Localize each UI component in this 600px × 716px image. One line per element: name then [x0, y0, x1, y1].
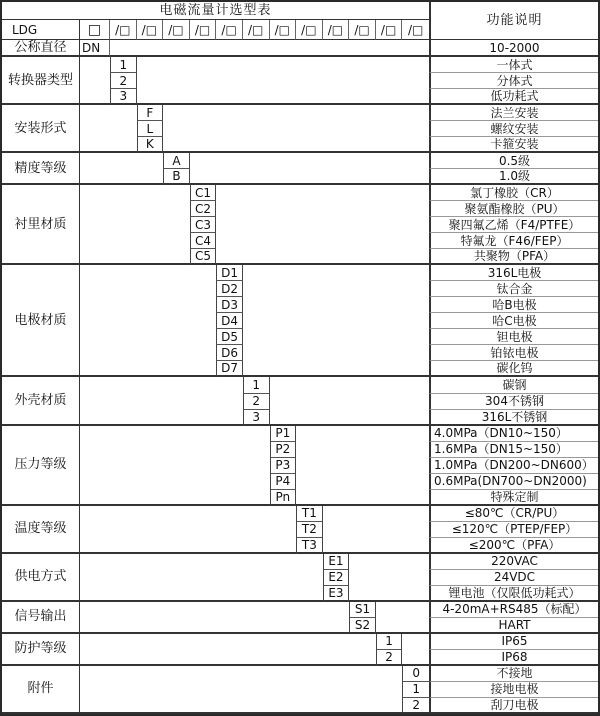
model-code-slot: /□	[190, 20, 217, 40]
category-label-5: 外壳材质	[2, 377, 80, 425]
spacer-cell	[137, 57, 429, 105]
option-description: IP68	[429, 650, 598, 666]
category-label-10: 防护等级	[2, 634, 80, 666]
option-code: D1	[216, 265, 243, 281]
diameter-description: 10-2000	[429, 40, 598, 57]
spacer-cell	[80, 666, 402, 714]
option-description: 24VDC	[429, 570, 598, 586]
option-code: S1	[349, 602, 376, 618]
category-label-3: 衬里材质	[2, 185, 80, 265]
option-code: C1	[190, 185, 217, 201]
option-description: 1.0级	[429, 169, 598, 185]
model-code-slot: /□	[163, 20, 190, 40]
option-description: 特殊定制	[429, 490, 598, 506]
option-description: 锂电池（仅限低功耗式）	[429, 586, 598, 602]
model-code-slot: /□	[402, 20, 429, 40]
option-description: 碳化钨	[429, 361, 598, 377]
option-code: 2	[110, 73, 137, 89]
option-code: D4	[216, 313, 243, 329]
model-prefix: LDG	[2, 20, 80, 40]
spacer-cell	[376, 602, 429, 634]
spacer-cell	[296, 426, 429, 506]
option-code: D7	[216, 361, 243, 377]
option-code: E2	[323, 570, 350, 586]
option-code: 1	[243, 377, 270, 393]
model-code-first-box: □	[80, 20, 110, 40]
option-description: 1.0MPa（DN200~DN600）	[429, 458, 598, 474]
option-description: 哈C电极	[429, 313, 598, 329]
category-label-4: 电极材质	[2, 265, 80, 377]
option-code: P1	[270, 426, 297, 442]
spacer-cell	[270, 377, 430, 425]
option-code: D2	[216, 281, 243, 297]
option-description: 碳钢	[429, 377, 598, 393]
spacer-cell	[80, 185, 190, 265]
option-code: 1	[110, 57, 137, 73]
category-label-2: 精度等级	[2, 153, 80, 185]
spacer-cell	[80, 602, 349, 634]
option-description: 哈B电极	[429, 297, 598, 313]
option-description: 304不锈钢	[429, 394, 598, 410]
option-code: P3	[270, 458, 297, 474]
option-code: F	[137, 105, 164, 121]
option-description: 刮刀电极	[429, 698, 598, 714]
option-code: 1	[376, 634, 403, 650]
diameter-label: 公称直径	[2, 40, 80, 57]
option-description: 220VAC	[429, 554, 598, 570]
option-code: E1	[323, 554, 350, 570]
option-code: K	[137, 137, 164, 153]
option-description: 不接地	[429, 666, 598, 682]
category-label-11: 附件	[2, 666, 80, 714]
option-description: 铂铱电极	[429, 345, 598, 361]
category-label-6: 压力等级	[2, 426, 80, 506]
option-description: 钛合金	[429, 281, 598, 297]
model-code-slot: /□	[270, 20, 297, 40]
option-description: 特氟龙（F46/FEP）	[429, 233, 598, 249]
option-description: ≤120℃（PTEP/FEP）	[429, 522, 598, 538]
option-description: 卡箍安装	[429, 137, 598, 153]
spacer-cell	[80, 265, 216, 377]
option-description: 316L电极	[429, 265, 598, 281]
model-code-slot: /□	[216, 20, 243, 40]
category-label-0: 转换器类型	[2, 57, 80, 105]
option-code: T2	[296, 522, 323, 538]
option-code: 1	[402, 682, 429, 698]
spacer-cell	[80, 426, 270, 506]
option-description: 4-20mA+RS485（标配）	[429, 602, 598, 618]
option-description: 分体式	[429, 73, 598, 89]
category-label-7: 温度等级	[2, 506, 80, 554]
option-description: 钽电极	[429, 329, 598, 345]
spacer-cell	[80, 377, 243, 425]
table-title: 电磁流量计选型表	[2, 2, 429, 20]
spacer-cell	[80, 57, 110, 105]
model-code-slot: /□	[137, 20, 164, 40]
option-description: HART	[429, 618, 598, 634]
option-description: 4.0MPa（DN10~150）	[429, 426, 598, 442]
model-code-slot: /□	[349, 20, 376, 40]
option-code: C2	[190, 201, 217, 217]
option-code: D5	[216, 329, 243, 345]
model-code-slot: /□	[243, 20, 270, 40]
option-code: B	[163, 169, 190, 185]
option-code: Pn	[270, 490, 297, 506]
spacer-cell	[323, 506, 429, 554]
spacer-cell	[402, 634, 429, 666]
diameter-code: DN	[80, 40, 110, 57]
model-code-slot: /□	[323, 20, 350, 40]
option-description: ≤80℃（CR/PU）	[429, 506, 598, 522]
option-code: T1	[296, 506, 323, 522]
spacer-cell	[216, 185, 429, 265]
option-code: E3	[323, 586, 350, 602]
option-code: C5	[190, 249, 217, 265]
option-code: P4	[270, 474, 297, 490]
spacer-cell	[80, 506, 296, 554]
spacer-cell	[163, 105, 429, 153]
model-code-slot: /□	[296, 20, 323, 40]
option-code: T3	[296, 538, 323, 554]
option-description: 接地电极	[429, 682, 598, 698]
option-code: D6	[216, 345, 243, 361]
option-code: 2	[243, 394, 270, 410]
option-description: 氯丁橡胶（CR）	[429, 185, 598, 201]
option-code: A	[163, 153, 190, 169]
option-description: 一体式	[429, 57, 598, 73]
option-description: 共聚物（PFA）	[429, 249, 598, 265]
model-code-slot: /□	[376, 20, 403, 40]
option-description: 316L不锈钢	[429, 410, 598, 426]
spacer-cell	[80, 554, 323, 602]
option-code: 3	[110, 89, 137, 105]
spacer-cell	[80, 153, 163, 185]
option-code: C4	[190, 233, 217, 249]
category-label-9: 信号输出	[2, 602, 80, 634]
option-code: 2	[376, 650, 403, 666]
option-code: L	[137, 121, 164, 137]
option-code: C3	[190, 217, 217, 233]
option-description: 1.6MPa（DN15~150）	[429, 442, 598, 458]
option-code: 0	[402, 666, 429, 682]
function-column-header: 功能说明	[429, 2, 598, 40]
category-label-8: 供电方式	[2, 554, 80, 602]
option-description: 0.5级	[429, 153, 598, 169]
option-code: 2	[402, 698, 429, 714]
option-description: 法兰安装	[429, 105, 598, 121]
model-code-slot: /□	[110, 20, 137, 40]
option-description: IP65	[429, 634, 598, 650]
spacer-cell	[349, 554, 429, 602]
option-description: 聚氨酯橡胶（PU）	[429, 201, 598, 217]
spacer-cell	[243, 265, 429, 377]
option-code: S2	[349, 618, 376, 634]
spacer-cell	[80, 634, 376, 666]
spacer-cell	[190, 153, 429, 185]
option-code: 3	[243, 410, 270, 426]
option-description: 螺纹安装	[429, 121, 598, 137]
category-label-1: 安装形式	[2, 105, 80, 153]
spacer-cell	[80, 105, 137, 153]
option-description: 聚四氟乙烯（F4/PTFE）	[429, 217, 598, 233]
option-description: 0.6MPa(DN700~DN2000)	[429, 474, 598, 490]
option-description: 低功耗式	[429, 89, 598, 105]
spacer-cell	[110, 40, 429, 57]
option-code: D3	[216, 297, 243, 313]
option-code: P2	[270, 442, 297, 458]
option-description: ≤200℃（PFA）	[429, 538, 598, 554]
